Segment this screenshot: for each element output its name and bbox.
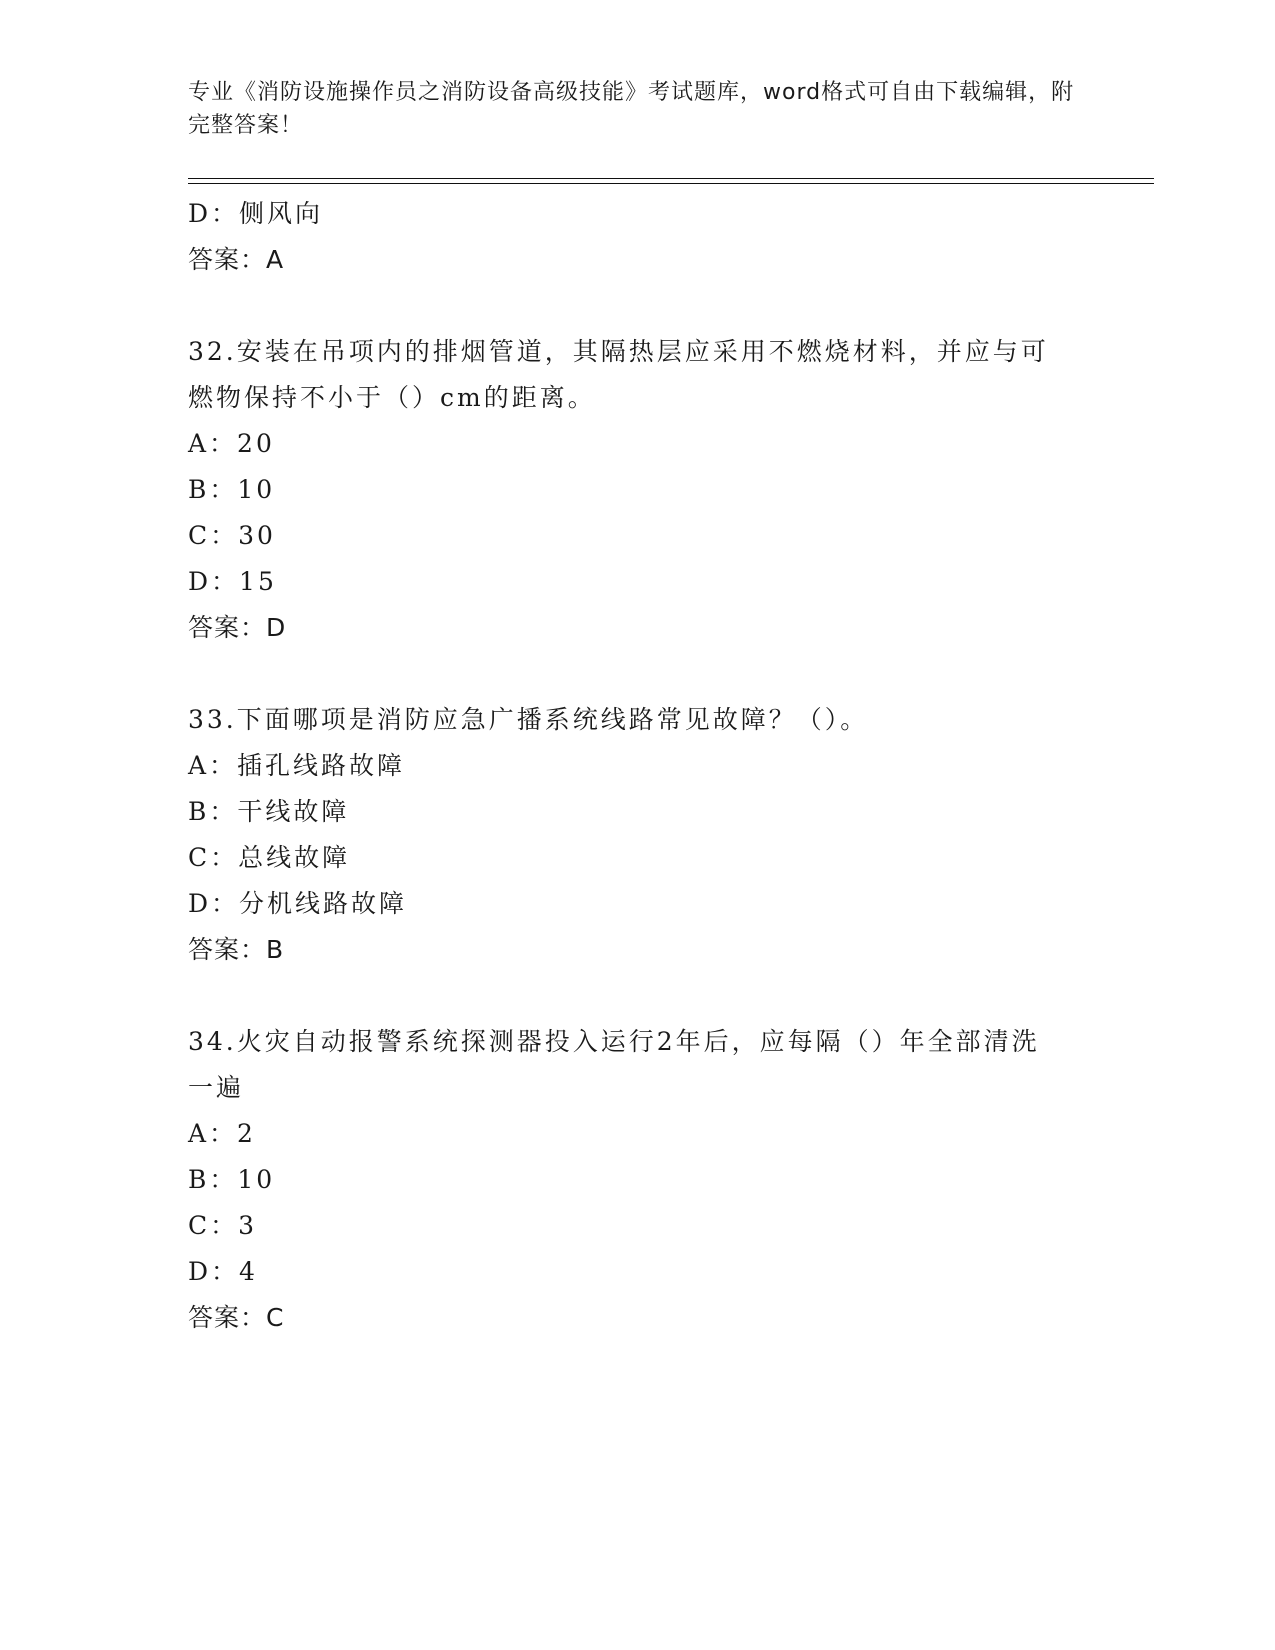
spacer <box>188 651 1088 697</box>
question-stem-line: 33.下面哪项是消防应急广播系统线路常见故障？（）。 <box>188 705 869 734</box>
option-d: D：分机线路故障 <box>188 889 408 918</box>
spacer <box>188 283 1088 329</box>
question-stem-line: 一遍 <box>188 1073 245 1102</box>
answer: 答案：C <box>188 1303 285 1332</box>
header-text: 专业《消防设施操作员之消防设备高级技能》考试题库，word格式可自由下载编辑，附完整答案！ <box>188 80 1075 138</box>
question-stem-line: 34.火灾自动报警系统探测器投入运行2年后，应每隔（）年全部清洗 <box>188 1027 1040 1056</box>
question-stem-line: 燃物保持不小于（）cm的距离。 <box>188 383 596 412</box>
question-33 <box>188 697 1088 973</box>
option-d: D：15 <box>188 567 277 596</box>
option-b: B：10 <box>188 1165 276 1194</box>
carryover-answer: 答案：A <box>188 245 285 274</box>
question-34 <box>188 1019 1088 1341</box>
option-a: A：20 <box>188 429 275 458</box>
header-divider-top <box>188 178 1154 179</box>
answer: 答案：B <box>188 935 285 964</box>
option-b: B：10 <box>188 475 276 504</box>
option-c: C：30 <box>188 521 276 550</box>
question-content <box>188 191 1088 1341</box>
option-c: C：总线故障 <box>188 843 351 872</box>
option-b: B：干线故障 <box>188 797 350 826</box>
header-divider-bottom <box>188 183 1154 184</box>
answer: 答案：D <box>188 613 287 642</box>
spacer <box>188 973 1088 1019</box>
document-header <box>188 76 1088 142</box>
option-c: C：3 <box>188 1211 258 1240</box>
carryover-option-d: D：侧风向 <box>188 199 324 228</box>
option-a: A：2 <box>188 1119 256 1148</box>
option-d: D：4 <box>188 1257 258 1286</box>
question-stem-line: 32.安装在吊项内的排烟管道，其隔热层应采用不燃烧材料，并应与可 <box>188 337 1049 366</box>
question-32 <box>188 329 1088 651</box>
option-a: A：插孔线路故障 <box>188 751 406 780</box>
